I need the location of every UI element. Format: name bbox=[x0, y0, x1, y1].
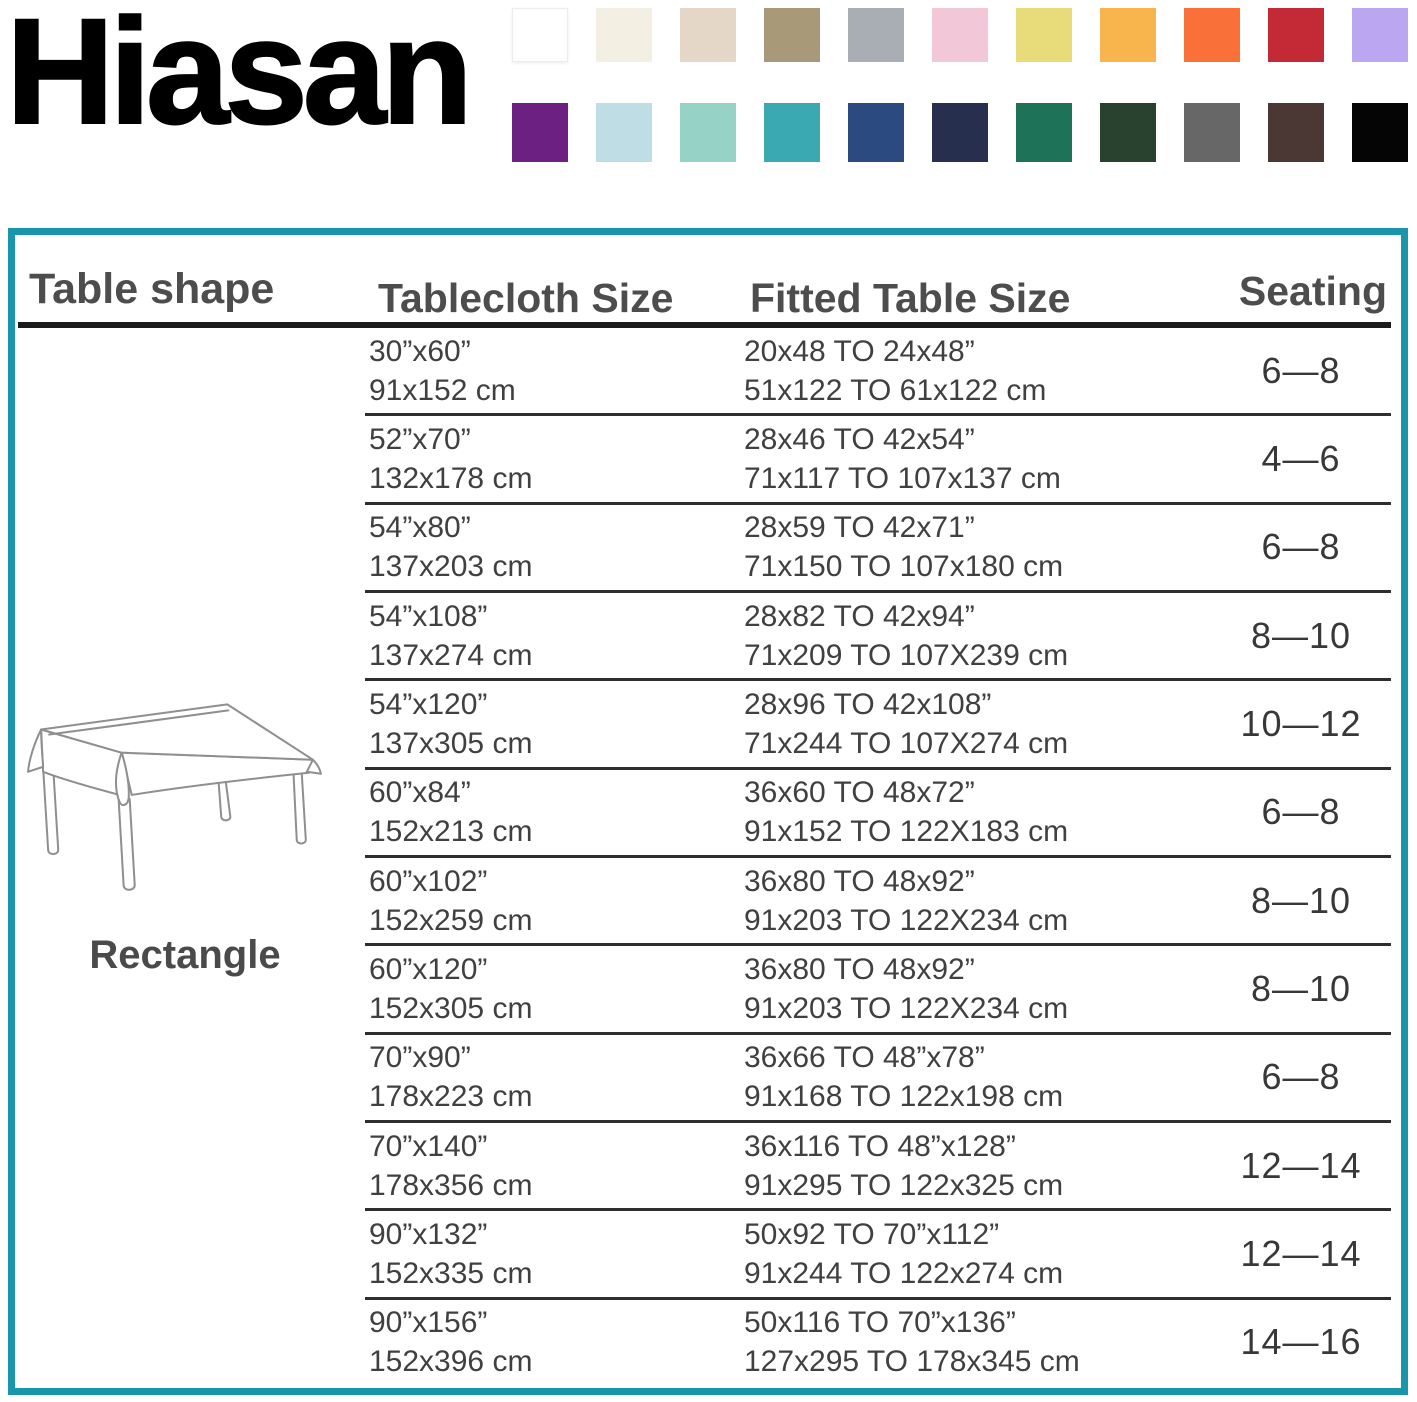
tablecloth-size-cell bbox=[365, 336, 740, 406]
fitted-size-inches: 28x82 TO 42x94” bbox=[744, 599, 975, 633]
fitted-size-cm: 71x117 TO 107x137 cm bbox=[744, 461, 1061, 495]
fitted-size-inches: 36x80 TO 48x92” bbox=[744, 952, 975, 986]
color-swatch-light-blue bbox=[596, 103, 652, 162]
seating-cell: 8—10 bbox=[1250, 967, 1352, 1009]
tablecloth-size-cm: 152x335 cm bbox=[369, 1256, 533, 1290]
seating-cell: 4—6 bbox=[1261, 437, 1341, 479]
size-row bbox=[365, 328, 1391, 416]
fitted-size-inches: 36x116 TO 48”x128” bbox=[744, 1129, 1016, 1163]
color-swatch-beige bbox=[680, 8, 736, 62]
tablecloth-size-cm: 91x152 cm bbox=[369, 373, 516, 407]
fitted-size-cell bbox=[740, 336, 1211, 406]
size-row bbox=[365, 946, 1391, 1034]
fitted-size-inches: 50x116 TO 70”x136” bbox=[744, 1306, 1016, 1340]
column-header-tablecloth-size: Tablecloth Size bbox=[378, 275, 674, 321]
fitted-size-cm: 51x122 TO 61x122 cm bbox=[744, 373, 1047, 407]
fitted-size-cm: 91x203 TO 122X234 cm bbox=[744, 903, 1069, 937]
fitted-size-cm: 71x150 TO 107x180 cm bbox=[744, 550, 1064, 584]
fitted-size-cm: 127x295 TO 178x345 cm bbox=[744, 1345, 1080, 1379]
fitted-size-cell bbox=[740, 1219, 1211, 1289]
color-swatch-brown bbox=[1268, 103, 1324, 162]
size-row bbox=[365, 416, 1391, 504]
color-swatch-aqua bbox=[680, 103, 736, 162]
fitted-size-cell bbox=[740, 777, 1211, 847]
tablecloth-size-cm: 137x274 cm bbox=[369, 638, 533, 672]
seating-cell: 14—16 bbox=[1240, 1321, 1362, 1363]
color-swatch-black bbox=[1352, 103, 1408, 162]
seating-cell: 12—14 bbox=[1240, 1232, 1362, 1274]
tablecloth-size-cell bbox=[365, 1042, 740, 1112]
fitted-size-cell bbox=[740, 1307, 1211, 1377]
tablecloth-size-cell bbox=[365, 1307, 740, 1377]
seating-cell: 8—10 bbox=[1250, 614, 1352, 656]
size-row bbox=[365, 681, 1391, 769]
fitted-size-inches: 28x59 TO 42x71” bbox=[744, 511, 975, 545]
fitted-size-cm: 91x295 TO 122x325 cm bbox=[744, 1168, 1064, 1202]
size-rows bbox=[365, 328, 1391, 1385]
size-row bbox=[365, 505, 1391, 593]
seating-cell: 6—8 bbox=[1261, 349, 1341, 391]
tablecloth-size-cell bbox=[365, 512, 740, 582]
fitted-size-cell bbox=[740, 866, 1211, 936]
seating-cell: 6—8 bbox=[1261, 791, 1341, 833]
fitted-size-inches: 28x96 TO 42x108” bbox=[744, 687, 992, 721]
color-swatch-marigold bbox=[1100, 8, 1156, 62]
color-swatch-dark-navy bbox=[932, 103, 988, 162]
size-row bbox=[365, 1300, 1391, 1385]
seating-cell: 6—8 bbox=[1261, 1056, 1341, 1098]
tablecloth-size-inches: 54”x80” bbox=[369, 511, 471, 545]
swatch-row-2 bbox=[512, 103, 1408, 162]
color-swatch-navy bbox=[848, 103, 904, 162]
fitted-size-cm: 91x152 TO 122X183 cm bbox=[744, 815, 1069, 849]
color-swatch-purple bbox=[512, 103, 568, 162]
tablecloth-size-inches: 54”x108” bbox=[369, 599, 488, 633]
size-chart bbox=[8, 228, 1408, 1395]
tablecloth-size-cell bbox=[365, 777, 740, 847]
fitted-size-cell bbox=[740, 1042, 1211, 1112]
tablecloth-size-inches: 60”x102” bbox=[369, 864, 488, 898]
tablecloth-size-inches: 90”x132” bbox=[369, 1217, 488, 1251]
column-header-table-shape: Table shape bbox=[29, 265, 275, 313]
tablecloth-size-cell bbox=[365, 601, 740, 671]
tablecloth-size-inches: 60”x120” bbox=[369, 952, 488, 986]
tablecloth-size-cell bbox=[365, 954, 740, 1024]
seating-cell: 12—14 bbox=[1240, 1144, 1362, 1186]
fitted-size-cell bbox=[740, 424, 1211, 494]
tablecloth-size-inches: 30”x60” bbox=[369, 334, 471, 368]
size-row bbox=[365, 593, 1391, 681]
fitted-size-inches: 36x60 TO 48x72” bbox=[744, 776, 975, 810]
tablecloth-size-inches: 60”x84” bbox=[369, 776, 471, 810]
fitted-size-cm: 71x244 TO 107X274 cm bbox=[744, 726, 1069, 760]
fitted-size-cell bbox=[740, 512, 1211, 582]
tablecloth-size-cell bbox=[365, 1219, 740, 1289]
color-swatch-lavender bbox=[1352, 8, 1408, 62]
color-swatch-red bbox=[1268, 8, 1324, 62]
size-row bbox=[365, 1211, 1391, 1299]
tablecloth-size-cm: 152x396 cm bbox=[369, 1345, 533, 1379]
size-row bbox=[365, 770, 1391, 858]
tablecloth-size-cm: 137x203 cm bbox=[369, 550, 533, 584]
table-shape-label: Rectangle bbox=[89, 933, 281, 977]
color-swatch-teal bbox=[764, 103, 820, 162]
tablecloth-size-cm: 178x356 cm bbox=[369, 1168, 533, 1202]
swatch-row-1 bbox=[512, 8, 1408, 62]
fitted-size-cell bbox=[740, 601, 1211, 671]
fitted-size-cell bbox=[740, 689, 1211, 759]
fitted-size-cm: 91x203 TO 122X234 cm bbox=[744, 991, 1069, 1025]
tablecloth-size-cell bbox=[365, 689, 740, 759]
tablecloth-size-inches: 70”x140” bbox=[369, 1129, 488, 1163]
column-header-seating: Seating bbox=[1238, 268, 1387, 314]
tablecloth-size-cell bbox=[365, 866, 740, 936]
tablecloth-size-cell bbox=[365, 424, 740, 494]
size-row bbox=[365, 1035, 1391, 1123]
fitted-size-cm: 91x244 TO 122x274 cm bbox=[744, 1256, 1064, 1290]
fitted-size-inches: 20x48 TO 24x48” bbox=[744, 334, 975, 368]
color-swatch-green bbox=[1016, 103, 1072, 162]
rectangle-table-icon bbox=[23, 693, 335, 920]
fitted-size-cm: 71x209 TO 107X239 cm bbox=[744, 638, 1069, 672]
tablecloth-size-cm: 137x305 cm bbox=[369, 726, 533, 760]
tablecloth-size-inches: 90”x156” bbox=[369, 1306, 488, 1340]
color-swatch-dark-gray bbox=[1184, 103, 1240, 162]
color-swatch-ivory bbox=[596, 8, 652, 62]
fitted-size-inches: 28x46 TO 42x54” bbox=[744, 422, 975, 456]
fitted-size-inches: 36x80 TO 48x92” bbox=[744, 864, 975, 898]
tablecloth-size-cm: 132x178 cm bbox=[369, 461, 533, 495]
size-row bbox=[365, 1123, 1391, 1211]
fitted-size-cell bbox=[740, 954, 1211, 1024]
size-row bbox=[365, 858, 1391, 946]
seating-cell: 6—8 bbox=[1261, 526, 1341, 568]
tablecloth-size-cm: 178x223 cm bbox=[369, 1080, 533, 1114]
color-swatch-pink bbox=[932, 8, 988, 62]
color-palette bbox=[512, 8, 1408, 162]
fitted-size-inches: 36x66 TO 48”x78” bbox=[744, 1041, 985, 1075]
seating-cell: 8—10 bbox=[1250, 879, 1352, 921]
color-swatch-khaki bbox=[764, 8, 820, 62]
color-swatch-gray bbox=[848, 8, 904, 62]
tablecloth-size-inches: 70”x90” bbox=[369, 1041, 471, 1075]
fitted-size-inches: 50x92 TO 70”x112” bbox=[744, 1217, 1000, 1251]
tablecloth-size-cell bbox=[365, 1131, 740, 1201]
column-header-fitted-table-size: Fitted Table Size bbox=[750, 275, 1071, 321]
tablecloth-size-inches: 52”x70” bbox=[369, 422, 471, 456]
brand-logo: Hiasan bbox=[6, 0, 468, 155]
fitted-size-cm: 91x168 TO 122x198 cm bbox=[744, 1080, 1064, 1114]
color-swatch-white bbox=[512, 8, 568, 62]
tablecloth-size-cm: 152x213 cm bbox=[369, 815, 533, 849]
fitted-size-cell bbox=[740, 1131, 1211, 1201]
seating-cell: 10—12 bbox=[1240, 702, 1362, 744]
color-swatch-orange bbox=[1184, 8, 1240, 62]
tablecloth-size-cm: 152x259 cm bbox=[369, 903, 533, 937]
tablecloth-size-inches: 54”x120” bbox=[369, 687, 488, 721]
tablecloth-size-cm: 152x305 cm bbox=[369, 991, 533, 1025]
color-swatch-dark-green bbox=[1100, 103, 1156, 162]
color-swatch-yellow bbox=[1016, 8, 1072, 62]
